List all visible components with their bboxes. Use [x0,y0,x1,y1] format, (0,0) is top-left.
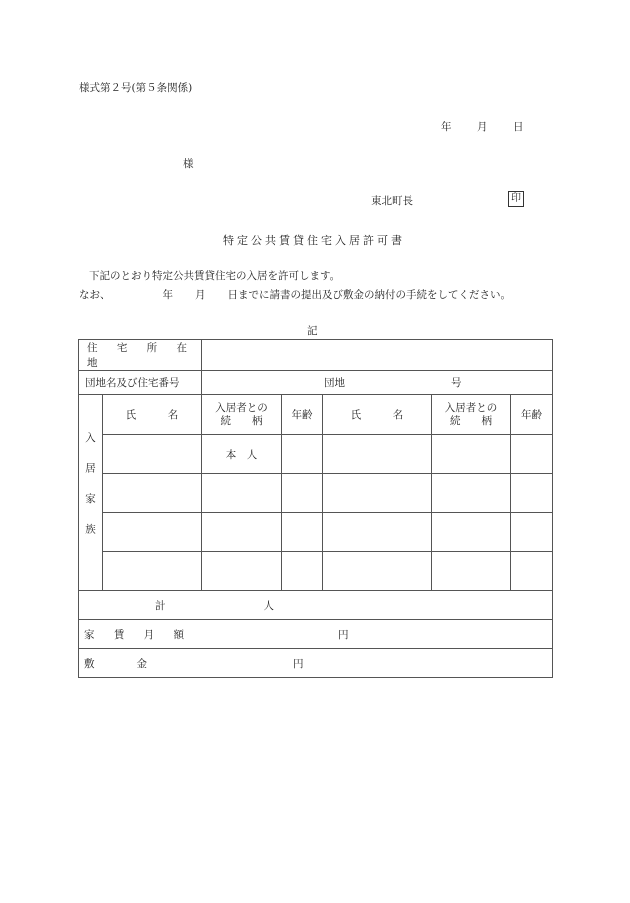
body-year: 年 [162,289,173,301]
col-relation-1: 入居者との 続 柄 [202,395,282,435]
issuer: 東北町長 [371,195,413,207]
deposit-label: 敷 金 [84,657,147,670]
family-age-cell[interactable] [511,435,553,474]
estate-value[interactable] [202,371,553,395]
address-label: 住 宅 所 在 地 [79,340,202,371]
family-name-cell[interactable] [323,435,432,474]
family-age-cell[interactable] [511,474,553,513]
family-age-cell[interactable] [511,552,553,591]
date-day: 日 [513,121,524,133]
family-age-cell[interactable] [511,513,553,552]
family-name-cell[interactable] [103,474,202,513]
rent-row[interactable] [79,620,553,649]
family-label: 入居家族 [79,395,103,591]
col-name-1: 氏 名 [103,395,202,435]
total-row[interactable] [79,591,553,620]
family-age-cell[interactable] [282,474,323,513]
rent-label: 家 賃 月 額 [84,628,193,641]
body-line-1: 下記のとおり特定公共賃貸住宅の入居を許可します。 [89,270,341,282]
ki-label: 記 [307,325,318,337]
family-relation-cell[interactable] [432,513,511,552]
date-month: 月 [477,121,488,133]
family-name-cell[interactable] [103,552,202,591]
date-year: 年 [441,121,452,133]
family-age-cell[interactable] [282,552,323,591]
body-suffix: 日までに請書の提出及び敷金の納付の手続をしてください。 [227,289,511,301]
seal-icon: 印 [508,191,524,207]
rent-unit: 円 [338,628,349,641]
address-value[interactable] [202,340,553,371]
form-number: 様式第２号(第５条関係) [79,82,193,94]
body-line-2 [79,287,511,302]
family-relation-cell[interactable] [202,552,282,591]
total-unit: 人 [263,599,274,612]
col-name-2: 氏 名 [323,395,432,435]
permit-table [78,339,553,678]
family-relation-cell[interactable] [432,552,511,591]
document-title: 特定公共賃貸住宅入居許可書 [223,234,405,247]
family-name-cell[interactable] [323,474,432,513]
family-name-cell[interactable] [323,513,432,552]
family-relation-cell[interactable] [202,474,282,513]
col-age-1: 年齢 [282,395,323,435]
first-relation: 本 人 [202,435,282,474]
family-relation-cell[interactable] [432,474,511,513]
total-label: 計 [155,599,166,612]
family-relation-cell[interactable] [202,513,282,552]
estate-label: 団地名及び住宅番号 [79,371,202,395]
deposit-row[interactable] [79,649,553,678]
col-age-2: 年齢 [511,395,553,435]
family-age-cell[interactable] [282,435,323,474]
deposit-unit: 円 [293,657,304,670]
family-relation-cell[interactable] [432,435,511,474]
family-age-cell[interactable] [282,513,323,552]
body-month: 月 [195,289,206,301]
family-name-cell[interactable] [103,513,202,552]
number-unit: 号 [451,377,462,389]
col-relation-2: 入居者との 続 柄 [432,395,511,435]
body-prefix: なお、 [79,289,111,301]
estate-unit: 団地 [324,377,346,389]
family-name-cell[interactable] [323,552,432,591]
addressee-suffix: 様 [183,158,194,170]
family-name-cell[interactable] [103,435,202,474]
